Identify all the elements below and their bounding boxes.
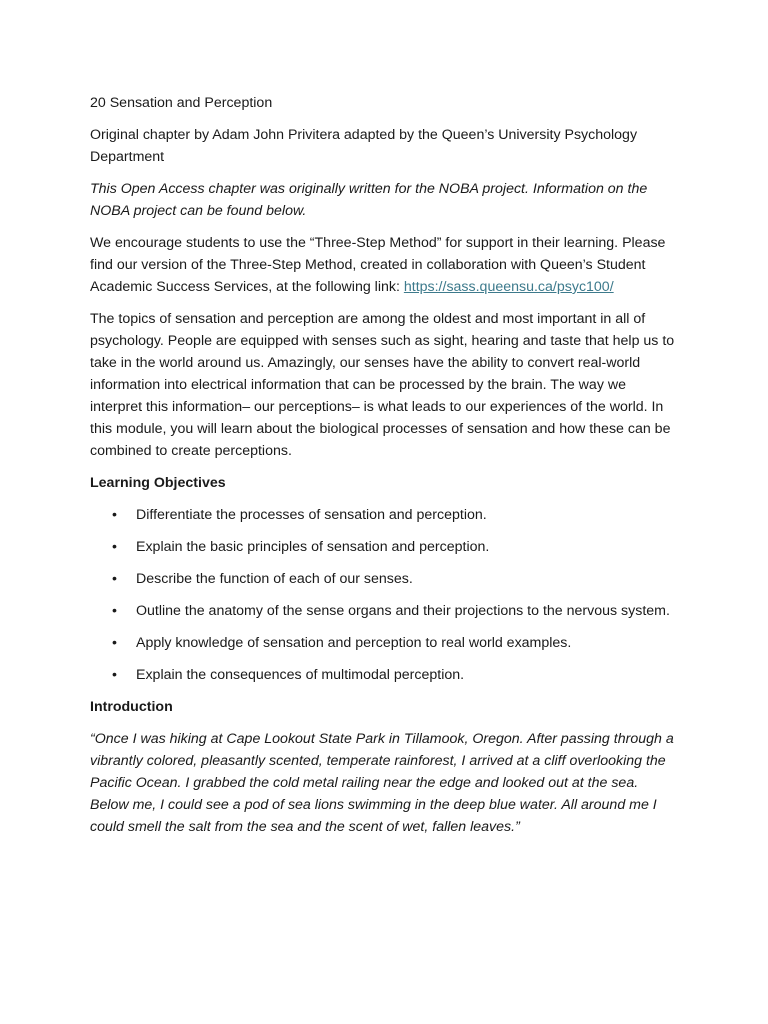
- list-item: [90, 632, 675, 654]
- list-item: [90, 504, 675, 526]
- chapter-title: 20 Sensation and Perception: [90, 95, 273, 111]
- objective-text: Differentiate the processes of sensation and perception.: [136, 507, 487, 523]
- bullet-icon: •: [112, 603, 117, 619]
- list-item: [90, 536, 675, 558]
- intro-quote: “Once I was hiking at Cape Lookout State Park in Tillamook, Oregon. After passing through a vibrantly colored, pleasantly scented, temperate rainforest, I arrived at a cliff overlooking the Pacific Ocean. I grabbed the cold metal railing near the edge and looked out at the sea. Below me, I could see a pod of sea lions swimming in the deep blue water. All around me I could smell the salt from the sea and the scent of wet, fallen leaves.”: [90, 731, 674, 835]
- bullet-icon: •: [112, 539, 117, 555]
- bullet-icon: •: [112, 571, 117, 587]
- sass-link[interactable]: https://sass.queensu.ca/psyc100/: [403, 279, 614, 295]
- list-item: [90, 600, 675, 622]
- objective-text: Describe the function of each of our senses.: [136, 571, 413, 587]
- learning-objectives-heading: Learning Objectives: [90, 475, 226, 491]
- objective-text: Explain the consequences of multimodal perception.: [136, 667, 465, 683]
- bullet-icon: •: [112, 635, 117, 651]
- learning-objectives-list: [90, 504, 675, 686]
- open-access-note: This Open Access chapter was originally written for the NOBA project. Information on the NOBA project can be found below.: [90, 181, 648, 219]
- objective-text: Apply knowledge of sensation and perception to real world examples.: [136, 635, 572, 651]
- list-item: [90, 664, 675, 686]
- objective-text: Outline the anatomy of the sense organs and their projections to the nervous system.: [136, 603, 670, 619]
- introduction-heading: Introduction: [90, 699, 173, 715]
- three-step-text: We encourage students to use the “Three-Step Method” for support in their learning. Please find our version of the Three-Step Method, created in collaboration with Queen’s Student Academic Success Services, at the following link:: [90, 235, 666, 295]
- attribution-line: Original chapter by Adam John Privitera adapted by the Queen’s University Psychology Department: [90, 127, 638, 165]
- intro-paragraph: The topics of sensation and perception are among the oldest and most important in all of psychology. People are equipped with senses such as sight, hearing and taste that help us to take in the world around us. Amazingly, our senses have the ability to convert real-world information into electrical information that can be processed by the brain. The way we interpret this information– our perceptions– is what leads to our experiences of the world. In this module, you will learn about the biological processes of sensation and how these can be combined to create perceptions.: [90, 311, 675, 459]
- objective-text: Explain the basic principles of sensation and perception.: [136, 539, 490, 555]
- list-item: [90, 568, 675, 590]
- bullet-icon: •: [112, 507, 117, 523]
- three-step-paragraph: [90, 232, 675, 298]
- bullet-icon: •: [112, 667, 117, 683]
- document-page: [90, 92, 675, 848]
